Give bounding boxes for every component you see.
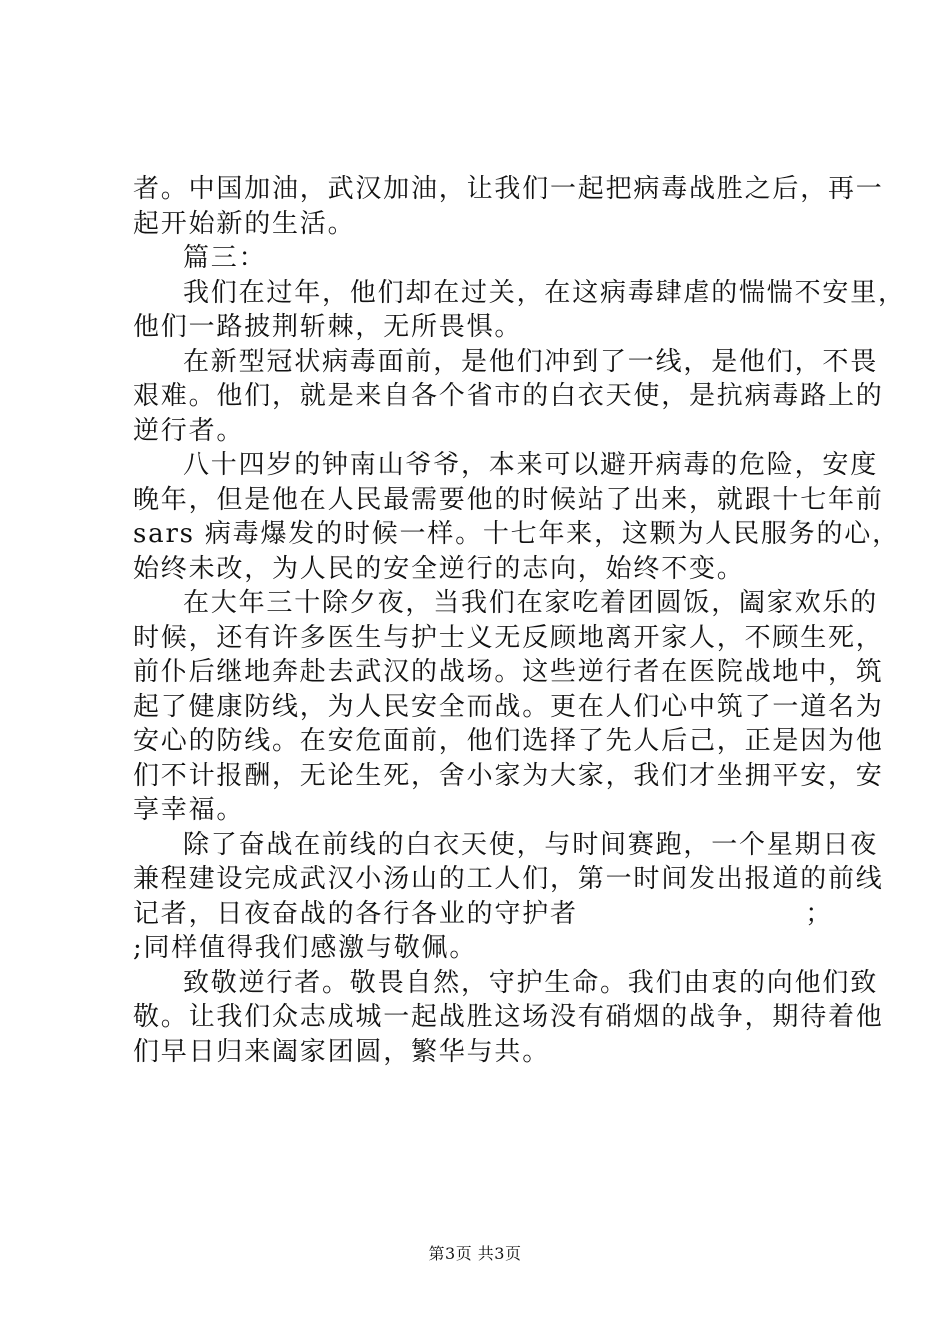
text-line: 八十四岁的钟南山爷爷，本来可以避开病毒的危险，安度	[183, 450, 879, 480]
text-line: 始终未改，为人民的安全逆行的志向，始终不变。	[133, 553, 745, 584]
text-line: 艰难。他们，就是来自各个省市的白衣天使，是抗病毒路上的	[133, 381, 884, 411]
text-line: 他们一路披荆斩棘，无所畏惧。	[133, 312, 523, 342]
text-line: 享幸福。	[133, 795, 245, 825]
page-footer: 第3页 共3页	[428, 1244, 522, 1263]
text-line: 在大年三十除夕夜，当我们在家吃着团圆饭，阖家欢乐的	[183, 588, 879, 618]
text-fragment: ；	[805, 898, 833, 929]
text-line: 晚年，但是他在人民最需要他的时候站了出来，就跟十七年前	[133, 484, 884, 515]
text-line: 我们在过年，他们却在过关，在这病毒肆虐的惴惴不安里，	[183, 277, 906, 308]
text-line: 安心的防线。在安危面前，他们选择了先人后己，正是因为他	[133, 726, 884, 756]
text-line-justified	[133, 897, 833, 932]
text-line: sars 病毒爆发的时候一样。十七年来，这颗为人民服务的心，	[133, 519, 900, 549]
text-line: 除了奋战在前线的白衣天使，与时间赛跑，一个星期日夜	[183, 829, 879, 860]
body-text	[133, 172, 906, 1069]
text-line: 起开始新的生活。	[133, 208, 356, 239]
text-line: 时候，还有许多医生与护士义无反顾地离开家人，不顾生死，	[133, 622, 884, 653]
text-line: 在新型冠状病毒面前，是他们冲到了一线，是他们，不畏	[183, 346, 879, 377]
text-line: ;同样值得我们感激与敬佩。	[133, 933, 478, 963]
section-heading: 篇三：	[183, 243, 267, 273]
text-line: 起了健康防线，为人民安全而战。更在人们心中筑了一道名为	[133, 691, 884, 722]
text-line: 们早日归来阖家团圆，繁华与共。	[133, 1036, 551, 1067]
text-line: 者。中国加油，武汉加油，让我们一起把病毒战胜之后，再一	[133, 174, 884, 204]
text-line: 兼程建设完成武汉小汤山的工人们，第一时间发出报道的前线	[133, 864, 884, 894]
text-fragment: 记者，日夜奋战的各行各业的守护者	[133, 898, 578, 929]
text-line: 逆行者。	[133, 415, 245, 446]
text-line: 们不计报酬，无论生死，舍小家为大家，我们才坐拥平安，安	[133, 760, 884, 791]
text-line: 敬。让我们众志成城一起战胜这场没有硝烟的战争，期待着他	[133, 1002, 884, 1032]
text-line: 前仆后继地奔赴去武汉的战场。这些逆行者在医院战地中，筑	[133, 657, 884, 687]
text-line: 致敬逆行者。敬畏自然，守护生命。我们由衷的向他们致	[183, 967, 879, 998]
